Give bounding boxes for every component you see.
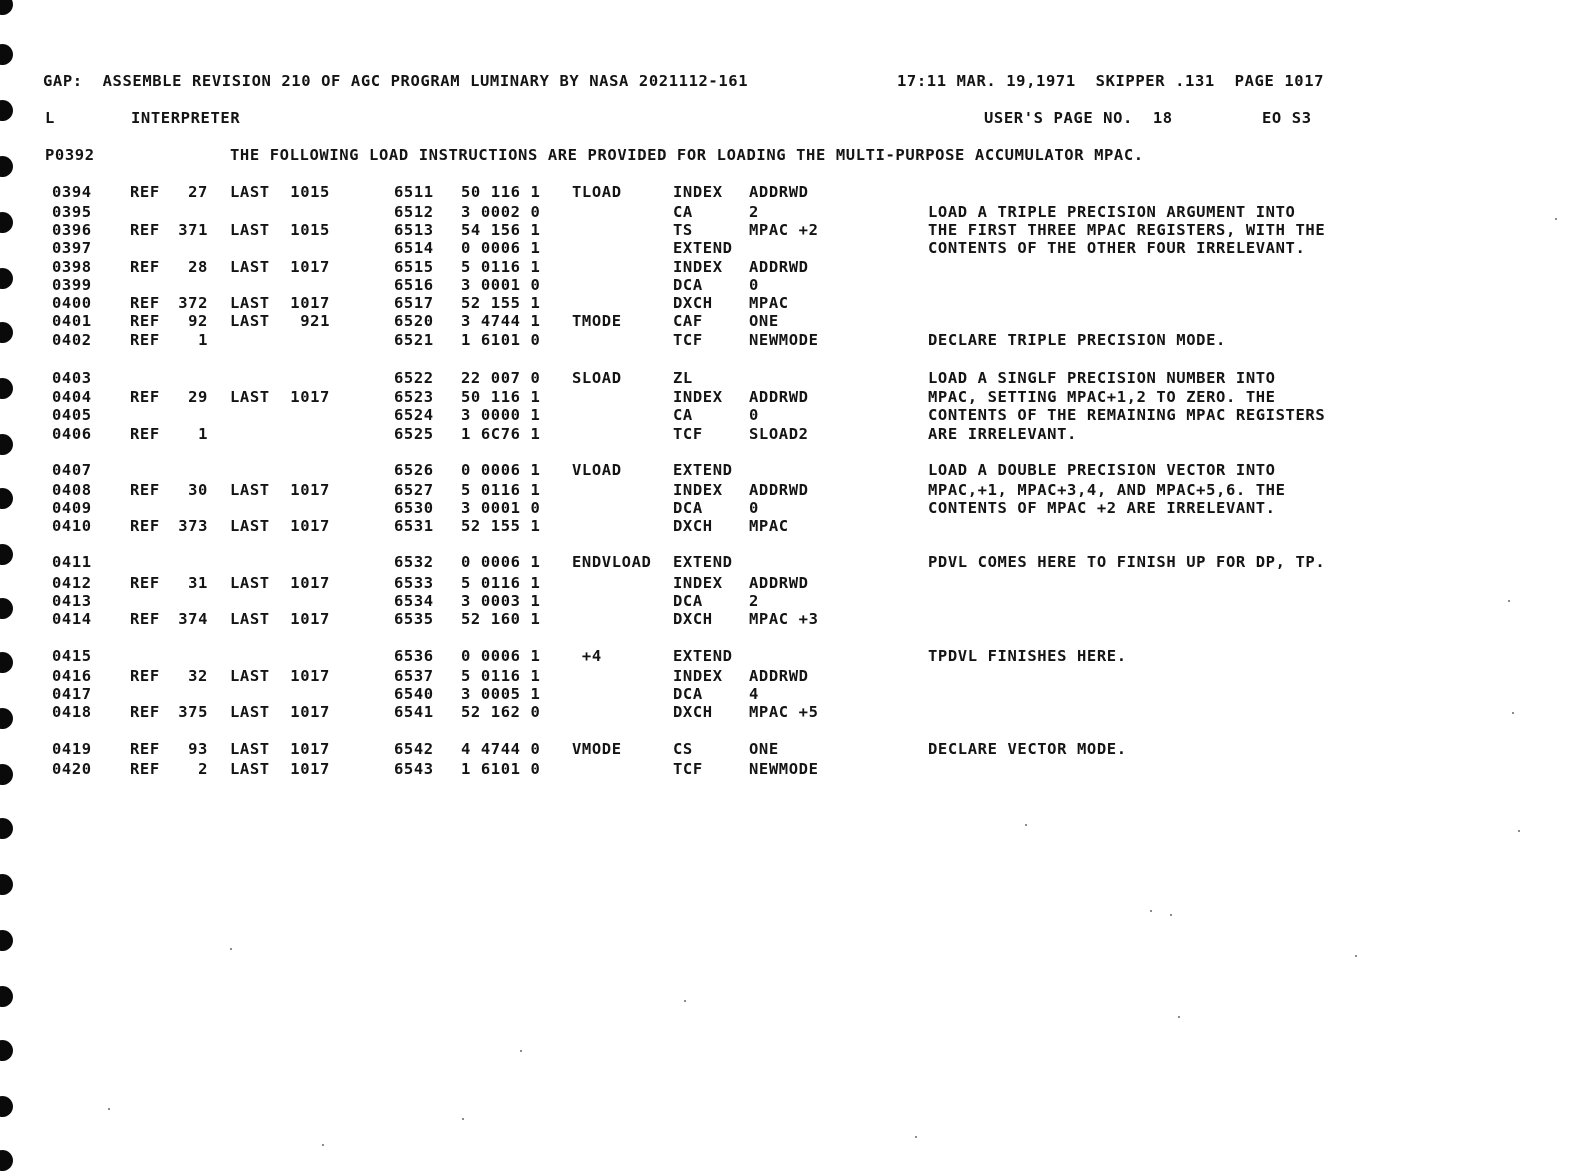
speck: [1025, 824, 1027, 826]
line-number: 0398: [52, 258, 92, 276]
last-keyword: LAST: [230, 481, 270, 499]
line-number: 0406: [52, 425, 92, 443]
listing-row: [0, 221, 1582, 239]
speck: [1170, 914, 1172, 916]
line-number: 0414: [52, 610, 92, 628]
last-keyword: LAST: [230, 221, 270, 239]
object-code: 1 6C76 1: [461, 425, 541, 443]
line-number: 0404: [52, 388, 92, 406]
opcode: EXTEND: [673, 239, 733, 257]
ref-number: 93: [188, 740, 208, 758]
listing-row: [0, 294, 1582, 312]
operand: 0: [749, 276, 759, 294]
last-keyword: LAST: [230, 574, 270, 592]
last-keyword: LAST: [230, 294, 270, 312]
opcode: EXTEND: [673, 647, 733, 665]
line-number: 0395: [52, 203, 92, 221]
last-page: 1017: [290, 667, 330, 685]
opcode: DXCH: [673, 294, 713, 312]
header-users-page: USER'S PAGE NO. 18: [984, 109, 1173, 127]
line-number: 0394: [52, 183, 92, 201]
feed-hole: [0, 156, 13, 177]
listing-row: [0, 740, 1582, 758]
feed-hole: [0, 100, 13, 121]
last-page: 1017: [290, 258, 330, 276]
last-keyword: LAST: [230, 312, 270, 330]
object-code: 3 0000 1: [461, 406, 541, 424]
listing-intro-comment: THE FOLLOWING LOAD INSTRUCTIONS ARE PROVIDED FOR LOADING THE MULTI-PURPOSE ACCUMULATOR MPAC.: [230, 146, 1144, 164]
feed-hole: [0, 44, 13, 65]
line-number: 0403: [52, 369, 92, 387]
ref-number: 371: [178, 221, 208, 239]
ref-keyword: REF: [130, 574, 160, 592]
header-section-code: L: [45, 109, 55, 127]
listing-row: [0, 425, 1582, 443]
listing-row: [0, 685, 1582, 703]
listing-line-number: P0392: [45, 146, 95, 164]
ref-number: 30: [188, 481, 208, 499]
memory-address: 6526: [394, 461, 434, 479]
ref-number: 372: [178, 294, 208, 312]
memory-address: 6514: [394, 239, 434, 257]
memory-address: 6534: [394, 592, 434, 610]
line-number: 0417: [52, 685, 92, 703]
opcode: TCF: [673, 331, 703, 349]
comment: CONTENTS OF MPAC +2 ARE IRRELEVANT.: [928, 499, 1276, 517]
object-code: 52 160 1: [461, 610, 541, 628]
memory-address: 6523: [394, 388, 434, 406]
operand: ADDRWD: [749, 481, 809, 499]
listing-row: [0, 610, 1582, 628]
opcode: DXCH: [673, 517, 713, 535]
line-number: 0420: [52, 760, 92, 778]
last-keyword: LAST: [230, 740, 270, 758]
listing-row: [0, 258, 1582, 276]
memory-address: 6520: [394, 312, 434, 330]
memory-address: 6511: [394, 183, 434, 201]
opcode: INDEX: [673, 481, 723, 499]
line-number: 0418: [52, 703, 92, 721]
operand: SLOAD2: [749, 425, 809, 443]
header-assembly-info: GAP: ASSEMBLE REVISION 210 OF AGC PROGRAM LUMINARY BY NASA 2021112-161: [43, 72, 749, 90]
speck: [520, 1050, 522, 1052]
ref-keyword: REF: [130, 481, 160, 499]
memory-address: 6512: [394, 203, 434, 221]
object-code: 0 0006 1: [461, 461, 541, 479]
comment: CONTENTS OF THE OTHER FOUR IRRELEVANT.: [928, 239, 1306, 257]
ref-keyword: REF: [130, 388, 160, 406]
operand: 2: [749, 203, 759, 221]
line-number: 0407: [52, 461, 92, 479]
listing-row: [0, 499, 1582, 517]
listing-row: [0, 239, 1582, 257]
memory-address: 6525: [394, 425, 434, 443]
operand: ADDRWD: [749, 667, 809, 685]
feed-hole: [0, 1150, 13, 1171]
speck: [1355, 955, 1357, 957]
ref-number: 28: [188, 258, 208, 276]
operand: 2: [749, 592, 759, 610]
ref-keyword: REF: [130, 425, 160, 443]
operand: ADDRWD: [749, 183, 809, 201]
operand: 0: [749, 406, 759, 424]
memory-address: 6536: [394, 647, 434, 665]
line-number: 0401: [52, 312, 92, 330]
symbol-label: +4: [572, 647, 602, 665]
ref-keyword: REF: [130, 667, 160, 685]
ref-number: 32: [188, 667, 208, 685]
opcode: TS: [673, 221, 693, 239]
speck: [915, 1136, 917, 1138]
feed-hole: [0, 0, 13, 15]
line-number: 0400: [52, 294, 92, 312]
operand: MPAC +5: [749, 703, 819, 721]
ref-number: 374: [178, 610, 208, 628]
line-number: 0415: [52, 647, 92, 665]
comment: MPAC,+1, MPAC+3,4, AND MPAC+5,6. THE: [928, 481, 1286, 499]
opcode: DCA: [673, 592, 703, 610]
line-number: 0416: [52, 667, 92, 685]
ref-number: 375: [178, 703, 208, 721]
ref-number: 2: [198, 760, 208, 778]
operand: ONE: [749, 740, 779, 758]
operand: NEWMODE: [749, 760, 819, 778]
listing-row: [0, 203, 1582, 221]
opcode: DXCH: [673, 610, 713, 628]
last-page: 1017: [290, 740, 330, 758]
listing-row: [0, 276, 1582, 294]
operand: ADDRWD: [749, 574, 809, 592]
ref-number: 92: [188, 312, 208, 330]
operand: 4: [749, 685, 759, 703]
speck: [108, 1108, 110, 1110]
object-code: 1 6101 0: [461, 760, 541, 778]
last-page: 921: [300, 312, 330, 330]
operand: ADDRWD: [749, 388, 809, 406]
opcode: INDEX: [673, 667, 723, 685]
opcode: DCA: [673, 276, 703, 294]
object-code: 0 0006 1: [461, 553, 541, 571]
symbol-label: VMODE: [572, 740, 622, 758]
object-code: 52 162 0: [461, 703, 541, 721]
header-eo-code: EO S3: [1262, 109, 1312, 127]
object-code: 0 0006 1: [461, 239, 541, 257]
object-code: 50 116 1: [461, 183, 541, 201]
last-page: 1017: [290, 481, 330, 499]
opcode: TCF: [673, 425, 703, 443]
object-code: 3 0001 0: [461, 499, 541, 517]
ref-keyword: REF: [130, 183, 160, 201]
last-page: 1015: [290, 183, 330, 201]
opcode: INDEX: [673, 388, 723, 406]
memory-address: 6521: [394, 331, 434, 349]
comment: PDVL COMES HERE TO FINISH UP FOR DP, TP.: [928, 553, 1326, 571]
line-number: 0399: [52, 276, 92, 294]
comment: CONTENTS OF THE REMAINING MPAC REGISTERS: [928, 406, 1326, 424]
memory-address: 6541: [394, 703, 434, 721]
ref-number: 1: [198, 425, 208, 443]
listing-row: [0, 369, 1582, 387]
line-number: 0409: [52, 499, 92, 517]
opcode: INDEX: [673, 258, 723, 276]
symbol-label: SLOAD: [572, 369, 622, 387]
feed-hole: [0, 874, 13, 895]
listing-row: [0, 388, 1582, 406]
memory-address: 6543: [394, 760, 434, 778]
opcode: CA: [673, 203, 693, 221]
listing-row: [0, 183, 1582, 201]
opcode: CS: [673, 740, 693, 758]
memory-address: 6527: [394, 481, 434, 499]
line-number: 0397: [52, 239, 92, 257]
symbol-label: TLOAD: [572, 183, 622, 201]
ref-keyword: REF: [130, 517, 160, 535]
last-page: 1017: [290, 574, 330, 592]
operand: MPAC: [749, 517, 789, 535]
object-code: 52 155 1: [461, 517, 541, 535]
header-section-title: INTERPRETER: [131, 109, 241, 127]
listing-row: [0, 312, 1582, 330]
object-code: 4 4744 0: [461, 740, 541, 758]
object-code: 5 0116 1: [461, 667, 541, 685]
object-code: 52 155 1: [461, 294, 541, 312]
listing-row: [0, 406, 1582, 424]
object-code: 3 0001 0: [461, 276, 541, 294]
speck: [230, 948, 232, 950]
line-number: 0410: [52, 517, 92, 535]
ref-keyword: REF: [130, 703, 160, 721]
operand: ONE: [749, 312, 779, 330]
operand: NEWMODE: [749, 331, 819, 349]
opcode: DCA: [673, 499, 703, 517]
object-code: 5 0116 1: [461, 258, 541, 276]
ref-number: 27: [188, 183, 208, 201]
memory-address: 6530: [394, 499, 434, 517]
memory-address: 6542: [394, 740, 434, 758]
last-page: 1017: [290, 517, 330, 535]
opcode: EXTEND: [673, 461, 733, 479]
opcode: TCF: [673, 760, 703, 778]
memory-address: 6533: [394, 574, 434, 592]
memory-address: 6537: [394, 667, 434, 685]
line-number: 0413: [52, 592, 92, 610]
object-code: 0 0006 1: [461, 647, 541, 665]
speck: [1518, 830, 1520, 832]
last-keyword: LAST: [230, 703, 270, 721]
object-code: 54 156 1: [461, 221, 541, 239]
listing-row: [0, 461, 1582, 479]
ref-keyword: REF: [130, 740, 160, 758]
comment: TPDVL FINISHES HERE.: [928, 647, 1127, 665]
comment: MPAC, SETTING MPAC+1,2 TO ZERO. THE: [928, 388, 1276, 406]
listing-row: [0, 667, 1582, 685]
operand: 0: [749, 499, 759, 517]
memory-address: 6535: [394, 610, 434, 628]
line-number: 0419: [52, 740, 92, 758]
feed-hole: [0, 930, 13, 951]
comment: ARE IRRELEVANT.: [928, 425, 1077, 443]
last-keyword: LAST: [230, 667, 270, 685]
opcode: INDEX: [673, 574, 723, 592]
feed-hole: [0, 1096, 13, 1117]
object-code: 3 0003 1: [461, 592, 541, 610]
object-code: 5 0116 1: [461, 481, 541, 499]
listing-row: [0, 647, 1582, 665]
object-code: 50 116 1: [461, 388, 541, 406]
opcode: ZL: [673, 369, 693, 387]
last-keyword: LAST: [230, 183, 270, 201]
memory-address: 6540: [394, 685, 434, 703]
last-keyword: LAST: [230, 388, 270, 406]
comment: DECLARE TRIPLE PRECISION MODE.: [928, 331, 1226, 349]
memory-address: 6531: [394, 517, 434, 535]
ref-number: 373: [178, 517, 208, 535]
opcode: DCA: [673, 685, 703, 703]
memory-address: 6513: [394, 221, 434, 239]
speck: [462, 1118, 464, 1120]
operand: ADDRWD: [749, 258, 809, 276]
feed-hole: [0, 1040, 13, 1061]
last-page: 1017: [290, 703, 330, 721]
symbol-label: VLOAD: [572, 461, 622, 479]
last-page: 1015: [290, 221, 330, 239]
comment: DECLARE VECTOR MODE.: [928, 740, 1127, 758]
object-code: 1 6101 0: [461, 331, 541, 349]
last-keyword: LAST: [230, 610, 270, 628]
memory-address: 6516: [394, 276, 434, 294]
last-page: 1017: [290, 610, 330, 628]
line-number: 0396: [52, 221, 92, 239]
listing-row: [0, 331, 1582, 349]
opcode: EXTEND: [673, 553, 733, 571]
comment: LOAD A DOUBLE PRECISION VECTOR INTO: [928, 461, 1276, 479]
speck: [1150, 910, 1152, 912]
ref-keyword: REF: [130, 258, 160, 276]
last-keyword: LAST: [230, 760, 270, 778]
listing-row: [0, 553, 1582, 571]
listing-row: [0, 592, 1582, 610]
ref-keyword: REF: [130, 760, 160, 778]
comment: LOAD A SINGLF PRECISION NUMBER INTO: [928, 369, 1276, 387]
memory-address: 6524: [394, 406, 434, 424]
memory-address: 6532: [394, 553, 434, 571]
opcode: CA: [673, 406, 693, 424]
ref-keyword: REF: [130, 331, 160, 349]
feed-hole: [0, 986, 13, 1007]
ref-keyword: REF: [130, 294, 160, 312]
operand: MPAC: [749, 294, 789, 312]
last-page: 1017: [290, 388, 330, 406]
comment: LOAD A TRIPLE PRECISION ARGUMENT INTO: [928, 203, 1296, 221]
line-number: 0408: [52, 481, 92, 499]
operand: MPAC +3: [749, 610, 819, 628]
listing-row: [0, 517, 1582, 535]
header-date-page: 17:11 MAR. 19,1971 SKIPPER .131 PAGE 1017: [897, 72, 1325, 90]
ref-keyword: REF: [130, 312, 160, 330]
ref-number: 31: [188, 574, 208, 592]
memory-address: 6517: [394, 294, 434, 312]
object-code: 22 007 0: [461, 369, 541, 387]
object-code: 5 0116 1: [461, 574, 541, 592]
line-number: 0412: [52, 574, 92, 592]
last-keyword: LAST: [230, 258, 270, 276]
comment: THE FIRST THREE MPAC REGISTERS, WITH THE: [928, 221, 1326, 239]
speck: [1178, 1016, 1180, 1018]
feed-hole: [0, 818, 13, 839]
last-keyword: LAST: [230, 517, 270, 535]
last-page: 1017: [290, 294, 330, 312]
memory-address: 6515: [394, 258, 434, 276]
listing-row: [0, 760, 1582, 778]
ref-keyword: REF: [130, 610, 160, 628]
memory-address: 6522: [394, 369, 434, 387]
listing-row: [0, 481, 1582, 499]
object-code: 3 0002 0: [461, 203, 541, 221]
opcode: DXCH: [673, 703, 713, 721]
opcode: CAF: [673, 312, 703, 330]
listing-row: [0, 703, 1582, 721]
speck: [684, 1000, 686, 1002]
ref-number: 29: [188, 388, 208, 406]
symbol-label: TMODE: [572, 312, 622, 330]
object-code: 3 0005 1: [461, 685, 541, 703]
object-code: 3 4744 1: [461, 312, 541, 330]
opcode: INDEX: [673, 183, 723, 201]
last-page: 1017: [290, 760, 330, 778]
symbol-label: ENDVLOAD: [572, 553, 652, 571]
line-number: 0411: [52, 553, 92, 571]
line-number: 0402: [52, 331, 92, 349]
speck: [322, 1144, 324, 1146]
listing-row: [0, 574, 1582, 592]
operand: MPAC +2: [749, 221, 819, 239]
line-number: 0405: [52, 406, 92, 424]
ref-keyword: REF: [130, 221, 160, 239]
ref-number: 1: [198, 331, 208, 349]
